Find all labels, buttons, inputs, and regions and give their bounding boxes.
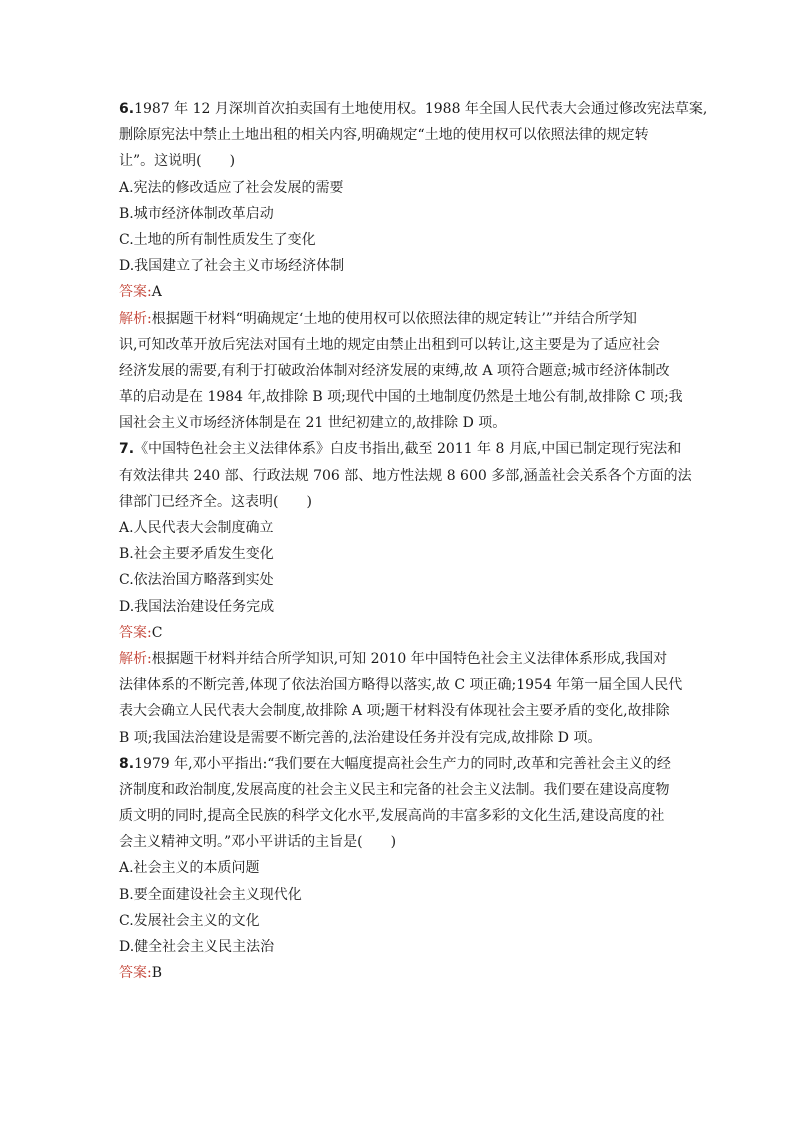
question-number: 7. (119, 441, 135, 458)
explanation-line: B 项;我国法治建设是需要不断完善的,法治建设任务并没有完成,故排除 D 项。 (119, 729, 602, 746)
answer-value: C (151, 624, 163, 641)
explanation-line: 识,可知改革开放后宪法对国有土地的规定由禁止出租到可以转让,这主要是为了适应社会 (119, 336, 660, 353)
explanation-label: 解析: (119, 310, 152, 327)
question-stem-line: 律部门已经齐全。这表明( ) (119, 493, 312, 510)
question-7 (119, 436, 692, 750)
question-8 (119, 751, 684, 987)
answer-label: 答案: (119, 965, 152, 982)
explanation-line: 表大会确立人民代表大会制度,故排除 A 项;题干材料没有体现社会主要矛盾的变化,故排除 (119, 703, 670, 720)
option-d: D.我国法治建设任务完成 (119, 598, 275, 615)
answer-label: 答案: (119, 624, 152, 641)
question-stem-line: 删除原宪法中禁止土地出租的相关内容,明确规定“土地的使用权可以依照法律的规定转 (119, 127, 649, 144)
explanation-label: 解析: (119, 650, 152, 667)
question-number: 8. (119, 755, 135, 772)
explanation-line: 经济发展的需要,有利于打破政治体制对经济发展的束缚,故 A 项符合题意;城市经济体制改 (119, 362, 670, 379)
option-b: B.要全面建设社会主义现代化 (119, 886, 302, 903)
question-stem-line: 济制度和政治制度,发展高度的社会主义民主和完备的社会主义法制。我们要在建设高度物 (119, 781, 670, 798)
question-stem-line: 让”。这说明( ) (119, 153, 236, 170)
option-c: C.发展社会主义的文化 (119, 912, 260, 929)
option-b: B.社会主要矛盾发生变化 (119, 546, 274, 563)
question-stem-line: 有效法律共 240 部、行政法规 706 部、地方性法规 8 600 多部,涵盖社会关系各个方面的法 (119, 467, 692, 484)
question-stem-line: 7.《中国特色社会主义法律体系》白皮书指出,截至 2011 年 8 月底,中国已制定现行宪法和 (119, 441, 682, 458)
question-stem-line: 8.1979 年,邓小平指出:“我们要在大幅度提高社会生产力的同时,改革和完善社会主义的经 (119, 755, 671, 772)
question-stem-line: 会主义精神文明。”邓小平讲话的主旨是( ) (119, 834, 397, 851)
option-c: C.依法治国方略落到实处 (119, 572, 274, 589)
question-stem-line: 质文明的同时,提高全民族的科学文化水平,发展高尚的丰富多彩的文化生活,建设高度的社 (119, 808, 665, 825)
explanation-line: 法律体系的不断完善,体现了依法治国方略得以落实,故 C 项正确;1954 年第一届全国人民代 (119, 677, 683, 694)
explanation-line: 革的启动是在 1984 年,故排除 B 项;现代中国的土地制度仍然是土地公有制,故排除 C 项;我 (119, 389, 683, 406)
option-a: A.人民代表大会制度确立 (119, 520, 274, 536)
question-6 (119, 96, 708, 436)
answer-line (119, 620, 684, 646)
option-c: C.土地的所有制性质发生了变化 (119, 231, 316, 248)
option-b: B.城市经济体制改革启动 (119, 205, 274, 222)
answer-line (119, 960, 684, 986)
option-d: D.我国建立了社会主义市场经济体制 (119, 258, 345, 275)
option-d: D.健全社会主义民主法治 (119, 939, 275, 955)
answer-value: B (151, 965, 163, 982)
explanation-line: 解析:根据题干材料“明确规定‘土地的使用权可以依照法律的规定转让’”并结合所学知 (119, 310, 637, 327)
explanation-line: 解析:根据题干材料并结合所学知识,可知 2010 年中国特色社会主义法律体系形成,我国对 (119, 650, 668, 667)
explanation-line: 国社会主义市场经济体制是在 21 世纪初建立的,故排除 D 项。 (119, 415, 507, 432)
option-a: A.社会主义的本质问题 (119, 860, 260, 877)
question-stem-line: 6.1987 年 12 月深圳首次拍卖国有土地使用权。1988 年全国人民代表大会通过修改宪法草案, (119, 101, 708, 117)
answer-line (119, 279, 684, 305)
answer-label: 答案: (119, 284, 152, 301)
answer-value: A (151, 284, 162, 301)
question-number: 6. (119, 101, 135, 117)
option-a: A.宪法的修改适应了社会发展的需要 (119, 179, 344, 196)
